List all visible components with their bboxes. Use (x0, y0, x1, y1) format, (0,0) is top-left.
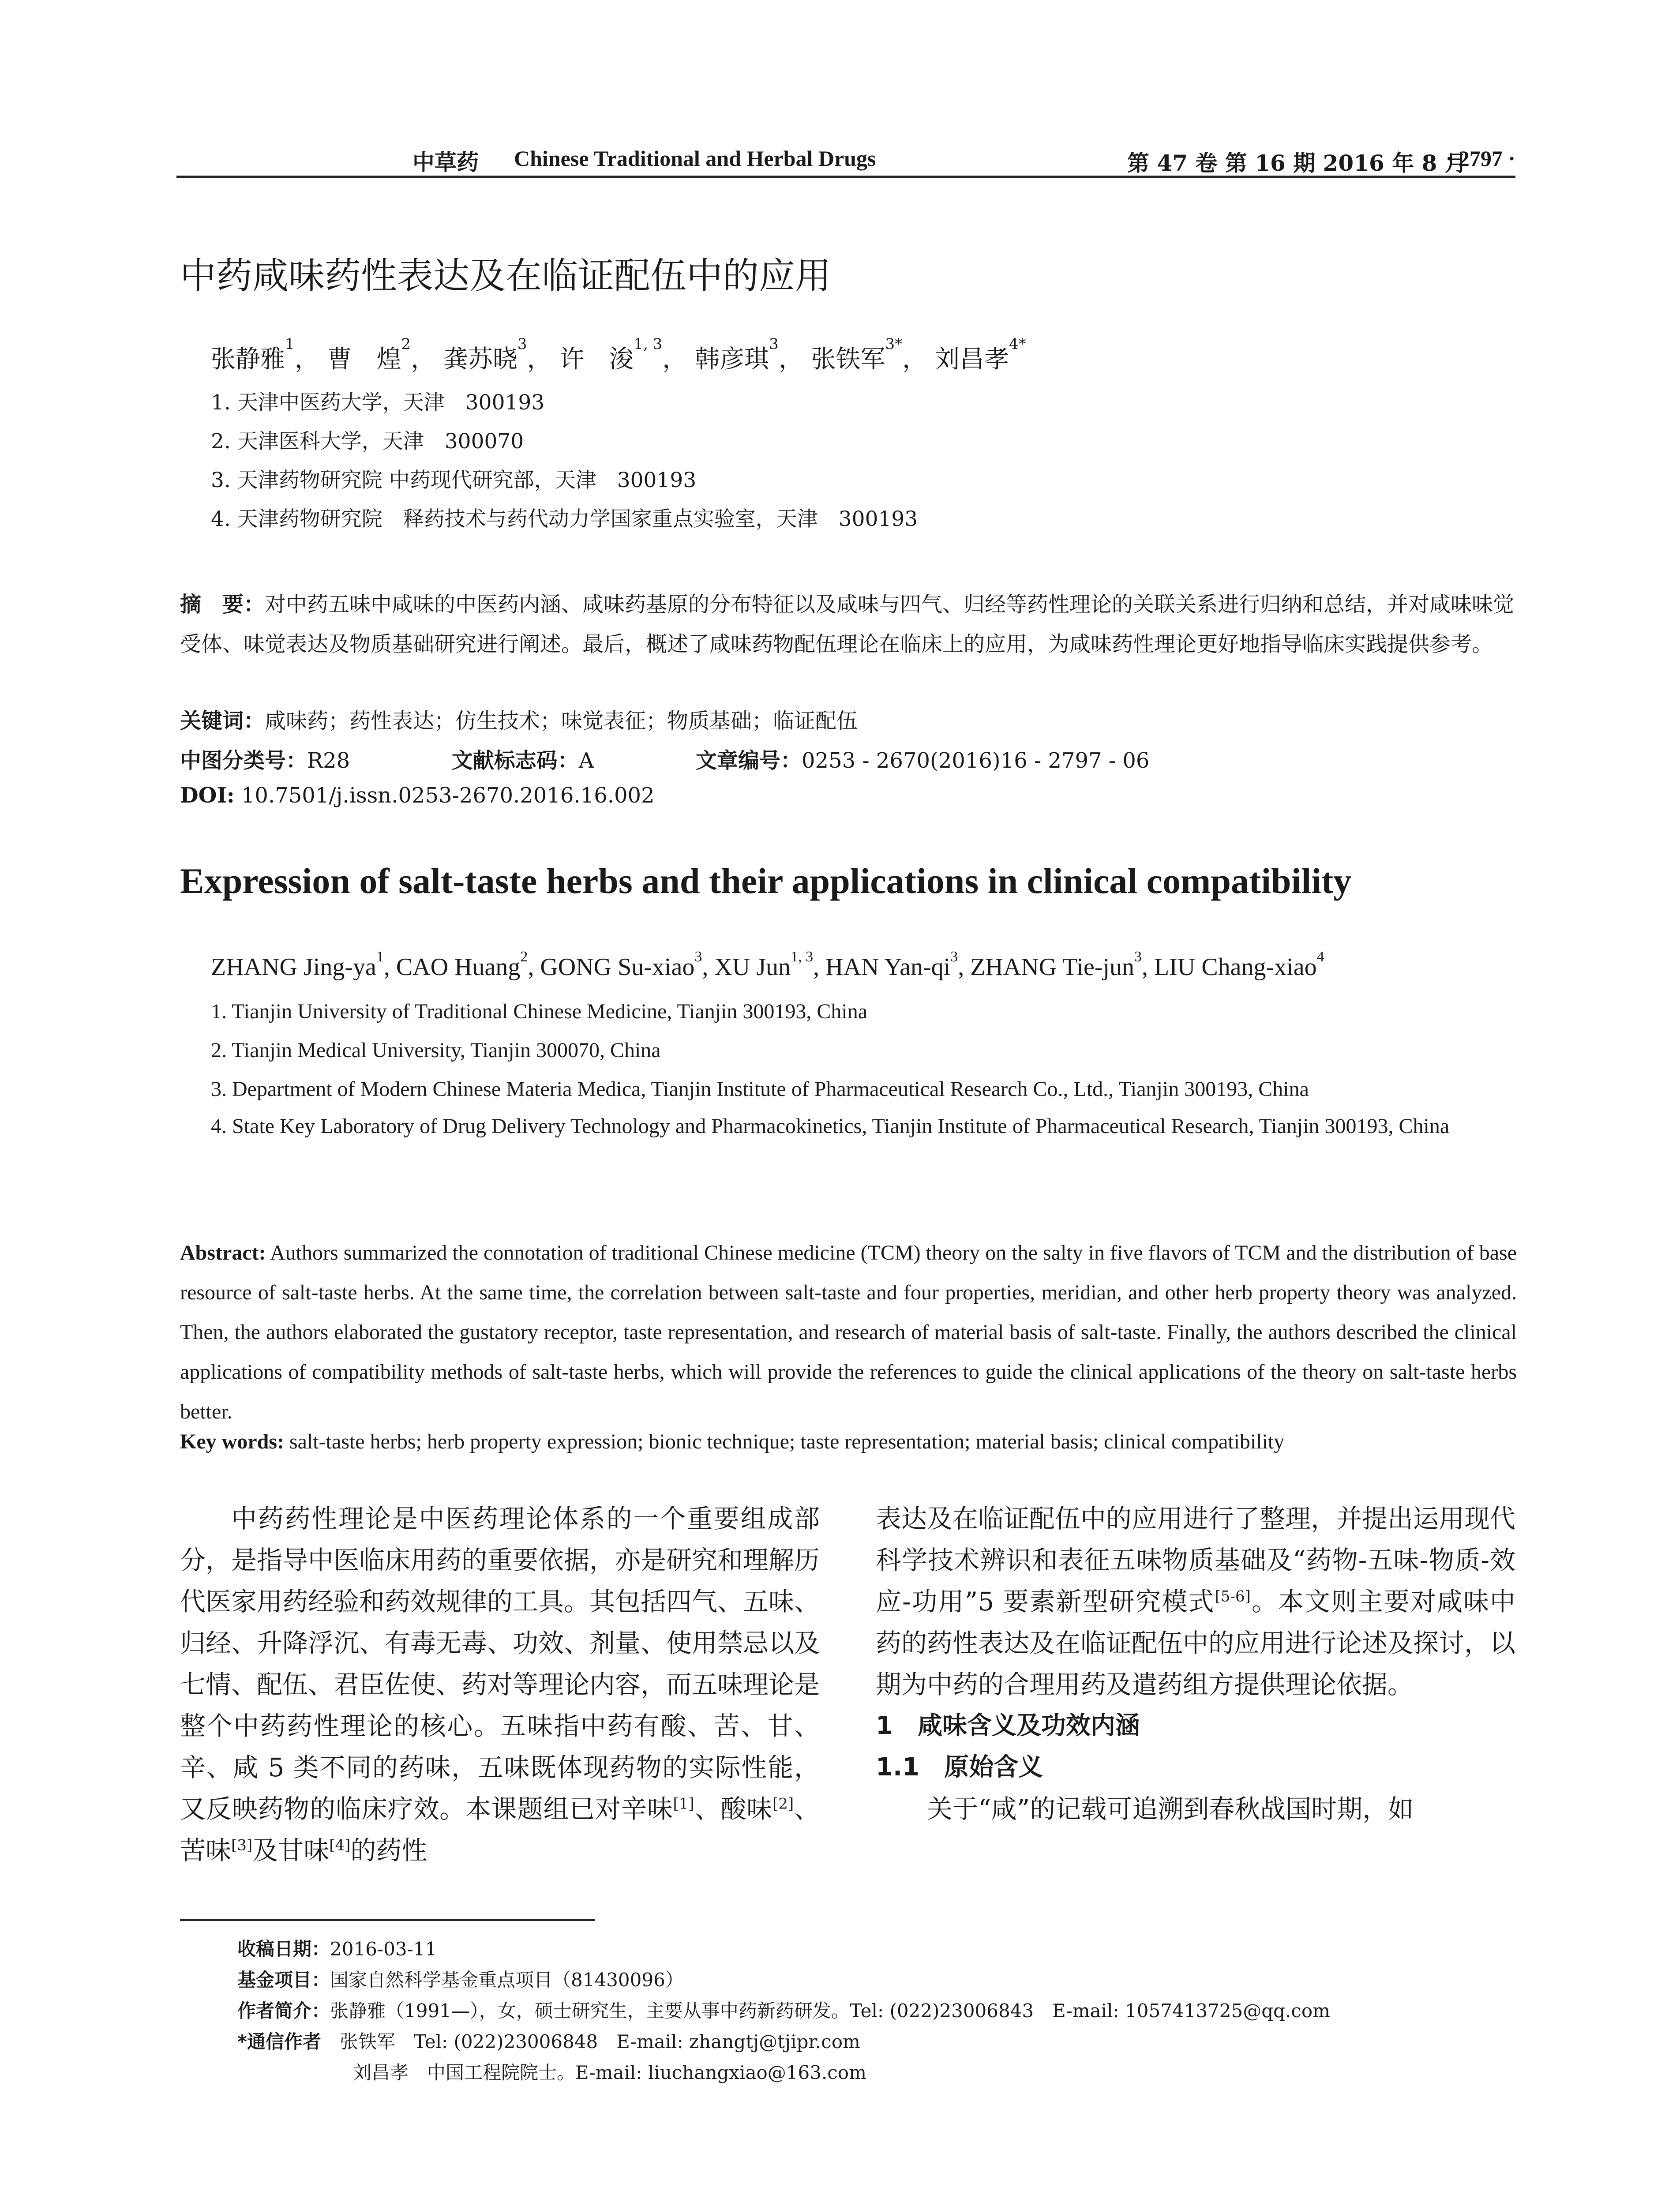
abstract-en-label: Abstract: (180, 1241, 266, 1264)
authors-cn: 张静雅$^1$， 曹 煌$^2$， 龚苏晓$^3$， 许 浚$^{1, 3}$， 韩彦琪$^3$， 张铁军$^{3*}$， 刘昌孝$^{4*}$ (211, 335, 1026, 374)
author-en: LIU Chang-xiao (1154, 953, 1317, 981)
title-en: Expression of salt-taste herbs and their applications in clinical compatibility (180, 861, 1352, 901)
author-cn: 韩彦琪 (695, 345, 769, 374)
author-cn: 张铁军 (811, 345, 885, 374)
author-en: HAN Yan-qi (825, 953, 951, 981)
author-cn: 刘昌孝 (934, 345, 1009, 374)
journal-name-en: Chinese Traditional and Herbal Drugs (514, 146, 876, 171)
body-column-left (180, 1498, 820, 1871)
abstract-cn-label: 摘 要： (180, 592, 265, 617)
journal-name-cn: 中草药 (412, 149, 479, 175)
footnote-corresponding-2: 刘昌孝 中国工程院院士。E-mail: liuchangxiao@163.com (353, 2062, 866, 2083)
running-header (176, 140, 1515, 178)
citation[interactable]: [2] (772, 1795, 794, 1813)
abstract-cn (180, 585, 1517, 664)
author-cn: 张静雅 (211, 345, 285, 374)
author-en: CAO Huang (396, 953, 521, 981)
abstract-en-text: Authors summarized the connotation of traditional Chinese medicine (TCM) theory on the salty in five flavors of TCM and the distribution of base resource of salt-taste herbs. At the same time, the correlation between salt-taste and four properties, meridian, and other herb property theory was analyzed. Then, the authors elaborated the gustatory receptor, taste representation, and research of material basis of salt-taste. Finally, the authors described the clinical applications of compatibility methods of salt-taste herbs, which will provide the references to guide the clinical applications of the theory on salt-taste herbs better. (180, 1241, 1517, 1423)
footnote-bio: 作者简介：张静雅（1991—），女，硕士研究生，主要从事中药新药研发。Tel: (022)23006843 E-mail: 1057413725@qq.com (237, 2000, 1330, 2022)
affiliation-cn: 2. 天津医科大学，天津 300070 (211, 429, 524, 454)
issue-info: 第 47 卷 第 16 期 2016 年 8 月 (1127, 150, 1467, 176)
body-column-right (876, 1498, 1515, 1830)
affiliation-en: 2. Tianjin Medical University, Tianjin 300070, China (211, 1039, 661, 1062)
citation[interactable]: [4] (329, 1836, 351, 1854)
affiliation-en: 3. Department of Modern Chinese Materia Medica, Tianjin Institute of Pharmaceutical Research Co., Ltd., Tianjin 300193, China (211, 1077, 1309, 1101)
footnote-received: 收稿日期：2016-03-11 (237, 1938, 437, 1960)
doi-label: DOI: (180, 783, 235, 808)
section-heading: 1 咸味含义及功效内涵 (876, 1711, 1140, 1740)
affiliation-en: 1. Tianjin University of Traditional Chinese Medicine, Tianjin 300193, China (211, 1000, 868, 1023)
citation[interactable]: [1] (673, 1795, 694, 1813)
affiliation-en: 4. State Key Laboratory of Drug Delivery Technology and Pharmacokinetics, Tianjin Institute of Pharmaceutical Research, Tianjin 300193, China (211, 1114, 1450, 1138)
classification-line: 中图分类号：R28 文献标志码：A 文章编号：0253 - 2670(2016)16 - 2797 - 06 (180, 748, 1150, 773)
body-paragraph: 表达及在临证配伍中的应用进行了整理，并提出运用现代科学技术辨识和表征五味物质基础及“药物-五味-物质-效应-功用”5 要素新型研究模式[5-6]。本文则主要对咸味中药的药性表达及在临证配伍中的应用进行论述及探讨，以期为中药的合理用药及遣药组方提供理论依据。 (876, 1504, 1516, 1700)
keywords-en: Key words: salt-taste herbs; herb property expression; bionic technique; taste representation; material basis; clinical compatibility (180, 1430, 1285, 1453)
doi-line (180, 783, 655, 808)
author-cn: 曹 煌 (327, 345, 401, 374)
citation[interactable]: [3] (231, 1836, 253, 1854)
authors-en: ZHANG Jing-$ya^1$, CAO Huang$^2$, GONG Su-xiao$^3$, XU Jun$^{1, 3}$, HAN Yan-$qi^3$, ZHANG Tie-jun$^3$, LIU Chang-xiao$^4$ (211, 949, 1324, 981)
affiliation-cn: 4. 天津药物研究院 释药技术与药代动力学国家重点实验室，天津 300193 (211, 507, 918, 531)
abstract-cn-text: 对中药五味中咸味的中医药内涵、咸味药基原的分布特征以及咸味与四气、归经等药性理论的关联关系进行归纳和总结，并对咸味味觉受体、味觉表达及物质基础研究进行阐述。最后，概述了咸味药物配伍理论在临床上的应用，为咸味药性理论更好地指导临床实践提供参考。 (180, 592, 1515, 657)
footnote-fund: 基金项目：国家自然科学基金重点项目（81430096） (237, 1969, 684, 1991)
author-en: ZHANG Tie-jun (970, 953, 1135, 981)
author-en: GONG Su-xiao (540, 953, 695, 981)
author-en: XU Jun (714, 953, 791, 981)
author-cn: 龚苏晓 (443, 345, 518, 374)
author-cn: 许 浚 (559, 345, 634, 374)
abstract-en (180, 1233, 1517, 1432)
affiliation-cn: 1. 天津中医药大学，天津 300193 (211, 390, 545, 415)
body-paragraph: 关于“咸”的记载可追溯到春秋战国时期，如 (927, 1794, 1414, 1824)
author-en: ZHANG Jing-ya (211, 953, 376, 981)
doi-value[interactable]: 10.7501/j.issn.0253-2670.2016.16.002 (241, 783, 655, 808)
keywords-cn: 关键词：咸味药；药性表达；仿生技术；味觉表征；物质基础；临证配伍 (180, 709, 858, 733)
affiliation-cn: 3. 天津药物研究院 中药现代研究部，天津 300193 (211, 468, 697, 492)
title-cn: 中药咸味药性表达及在临证配伍中的应用 (180, 255, 832, 297)
page-number: · 2797 · (1445, 146, 1515, 171)
citation[interactable]: [5-6] (1215, 1587, 1251, 1606)
body-paragraph: 中药药性理论是中医药理论体系的一个重要组成部分，是指导中医临床用药的重要依据，亦是研究和理解历代医家用药经验和药效规律的工具。其包括四气、五味、归经、升降浮沉、有毒无毒、功效、剂量、使用禁忌以及七情、配伍、君臣佐使、药对等理论内容，而五味理论是整个中药药性理论的核心。五味指中药有酸、苦、甘、辛、咸 5 类不同的药味，五味既体现药物的实际性能，又反映药物的临床疗效。本课题组已对辛味[1]、酸味[2]、苦味[3]及甘味[4]的药性 (180, 1504, 820, 1865)
subsection-heading: 1.1 原始含义 (876, 1753, 1043, 1782)
footnote-rule (180, 1919, 595, 1921)
footnote-corresponding: *通信作者 张铁军 Tel: (022)23006848 E-mail: zhangtj@tjipr.com (237, 2031, 860, 2052)
